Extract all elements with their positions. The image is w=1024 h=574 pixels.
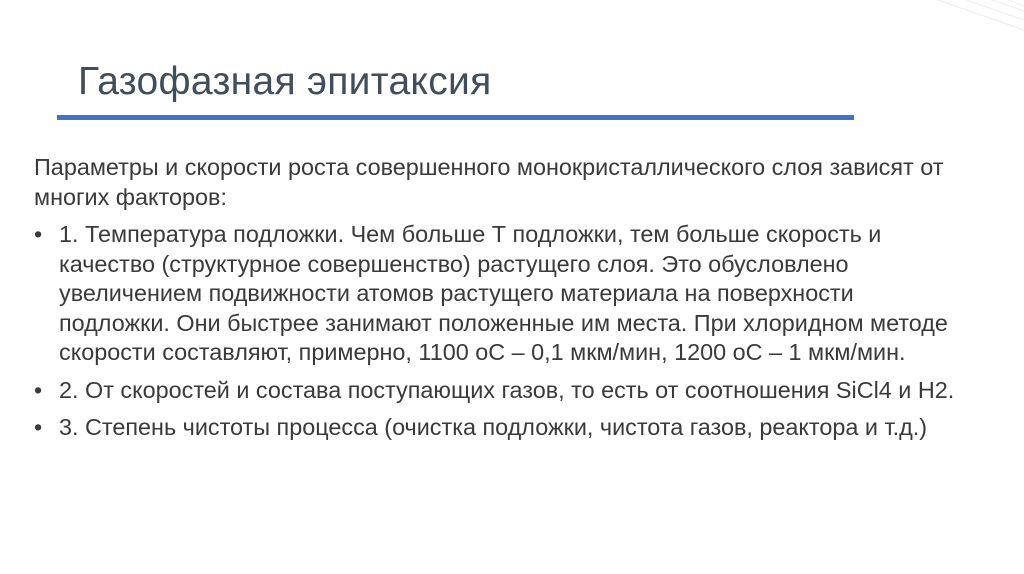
bullet-item-2: [34, 376, 964, 406]
intro-paragraph: Параметры и скорости роста совершенного монокристаллического слоя зависят от многих факторов:: [34, 154, 944, 210]
slide-title: Газофазная эпитаксия: [78, 60, 492, 103]
corner-line-1: [938, 0, 1024, 30]
bullet-text: 3. Степень чистоты процесса (очистка подложки, чистота газов, реактора и т.д.): [59, 414, 928, 440]
corner-decoration: [904, 0, 1024, 50]
bullet-item-1: [34, 220, 964, 368]
slide-body: [34, 153, 964, 451]
bullet-text: 2. От скоростей и состава поступающих газов, то есть от соотношения SiCl4 и H2.: [59, 376, 955, 403]
corner-line-3: [992, 0, 1024, 11]
bullet-text: 1. Температура подложки. Чем больше Т подложки, тем больше скорость и качество (структурное совершенство) растущего слоя. Это обусловлено увеличением подвижности атомов растущего материала на поверхности подложки. Они быстрее занимают положенные им места. При хлоридном методе скорости составляют, примерно, 1100 оС – 0,1 мкм/мин, 1200 оС – 1 мкм/мин.: [59, 221, 948, 365]
title-underline: [57, 115, 854, 120]
bullet-marker: •: [34, 376, 43, 403]
corner-line-4: [1008, 0, 1024, 6]
bullet-marker: •: [34, 221, 43, 247]
bullet-marker: •: [34, 414, 43, 440]
bullet-item-3: [34, 413, 964, 443]
bullet-list: [34, 220, 964, 443]
